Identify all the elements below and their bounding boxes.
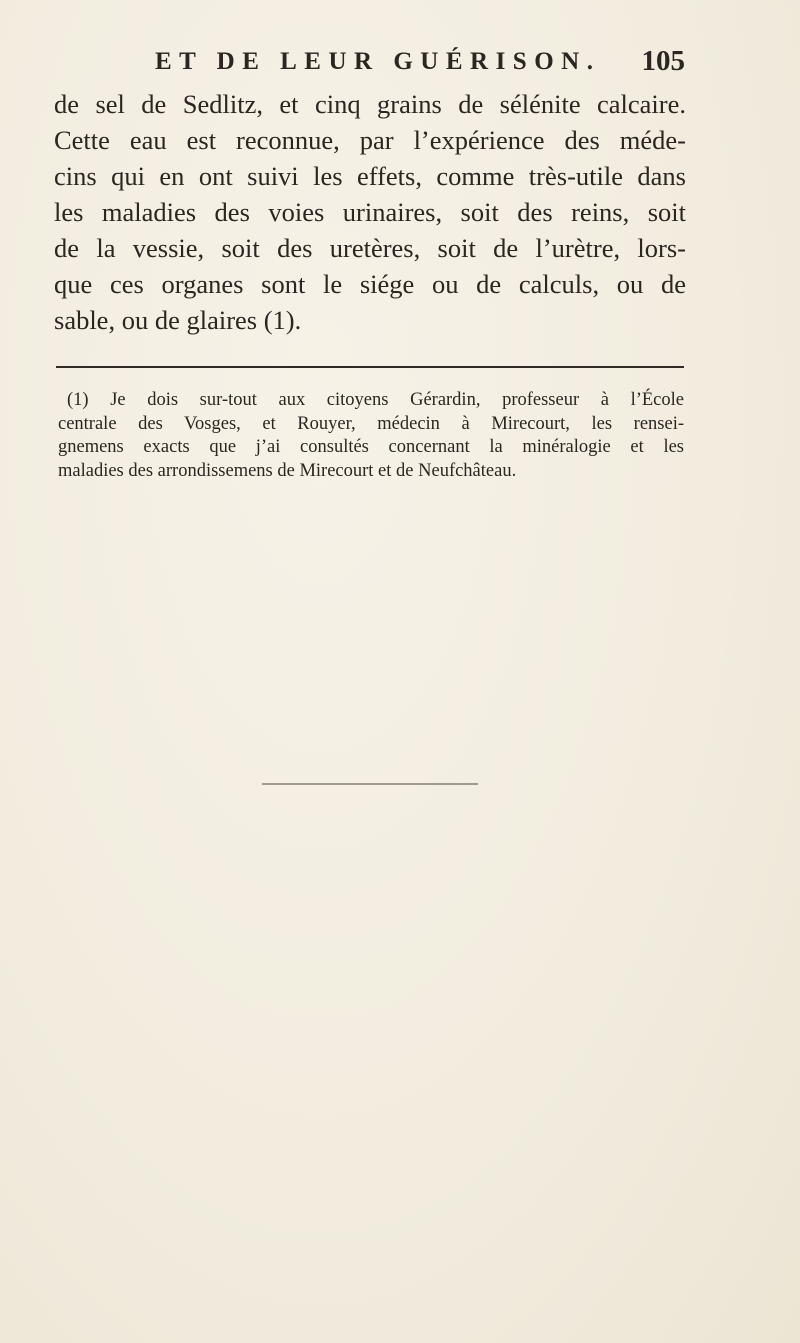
page-number: 105	[641, 45, 685, 77]
text-line: de la vessie, soit des uretères, soit de l’urètre, lors-	[54, 233, 686, 263]
main-paragraph	[54, 86, 686, 338]
footnote	[58, 389, 684, 483]
text-line: cins qui en ont suivi les effets, comme très-utile dans	[54, 161, 686, 191]
text-line: que ces organes sont le siége ou de calculs, ou de	[54, 269, 686, 299]
footnote-line: (1) Je dois sur-tout aux citoyens Gérardin, professeur à l’École	[67, 390, 684, 410]
text-line: de sel de Sedlitz, et cinq grains de sélénite calcaire.	[54, 89, 686, 119]
text-line: les maladies des voies urinaires, soit des reins, soit	[54, 197, 686, 227]
text-line: sable, ou de glaires (1).	[54, 305, 302, 335]
show-through-rule	[262, 783, 478, 785]
running-title: ET DE LEUR GUÉRISON.	[155, 48, 601, 75]
footnote-line: gnemens exacts que j’ai consultés concernant la minéralogie et les	[58, 437, 684, 457]
text-line: Cette eau est reconnue, par l’expérience des méde-	[54, 125, 686, 155]
footnote-line: maladies des arrondissemens de Mirecourt et de Neufchâteau.	[58, 460, 517, 481]
footnote-separator	[56, 366, 684, 368]
footnote-line: centrale des Vosges, et Rouyer, médecin à Mirecourt, les rensei-	[58, 413, 684, 434]
page-header	[155, 45, 685, 88]
